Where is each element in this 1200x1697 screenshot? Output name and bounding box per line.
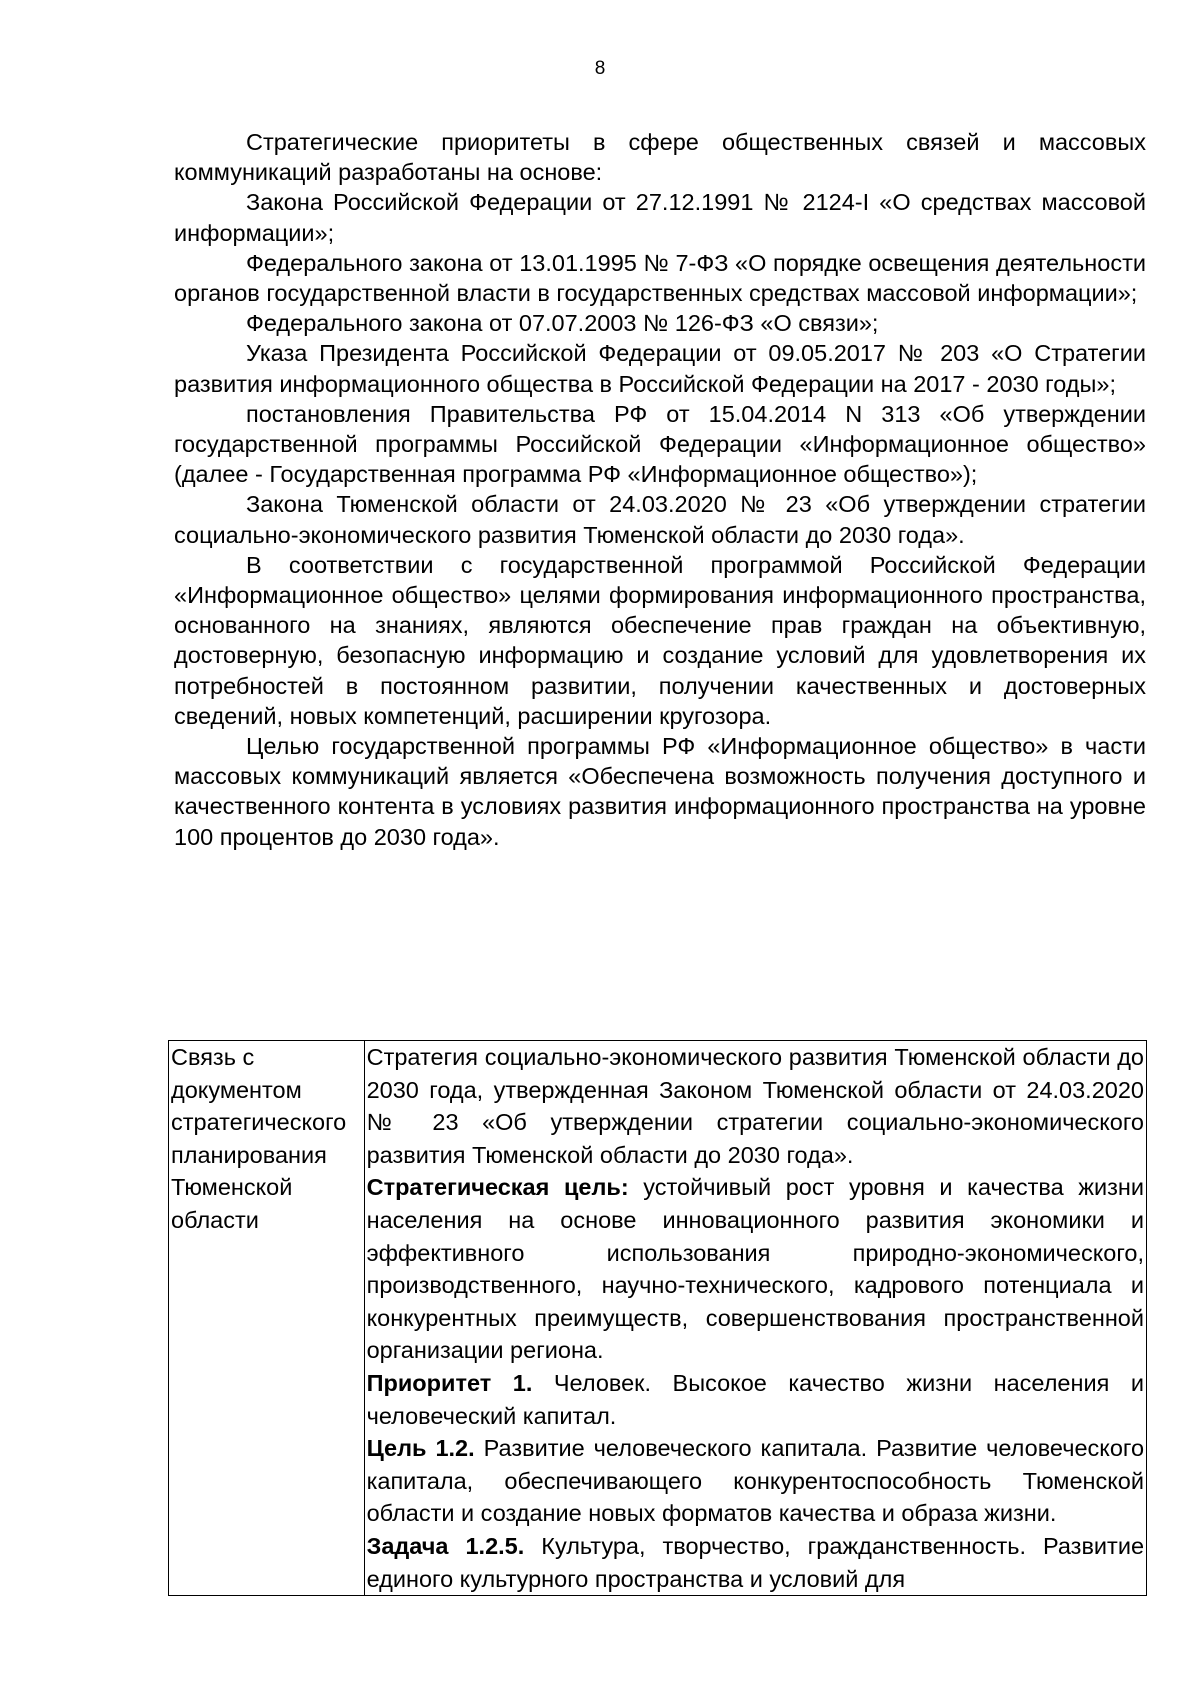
priority-1 (367, 1367, 1144, 1432)
paragraph-decree-203: Указа Президента Российской Федерации от 09.05.2017 № 203 «О Стратегии развития информационного общества в Российской Федерации на 2017 - 2030 годы»; (174, 340, 1146, 397)
task-1-2-5-text: Культура, творчество, гражданственность. Развитие единого культурного пространства и условий для (366, 1532, 1145, 1592)
paragraph-resolution-313: постановления Правительства РФ от 15.04.2014 N 313 «Об утверждении государственной программы Российской Федерации «Информационное общество» (далее - Государственная программа РФ «Информационное общество»); (174, 400, 1146, 488)
table-right-cell (364, 1041, 1146, 1596)
paragraph-law-126-fz: Федерального закона от 07.07.2003 № 126-ФЗ «О связи»; (246, 310, 879, 337)
paragraph-program-aim: Целью государственной программы РФ «Информационное общество» в части массовых коммуникаций является «Обеспечена возможность получения доступного и качественного контента в условиях развития информационного пространства на уровне 100 процентов до 2030 года». (174, 733, 1146, 850)
goal-1-2-text: Развитие человеческого капитала. Развитие человеческого капитала, обеспечивающего конкурентоспособность Тюменской области и создание новых форматов качества и образа жизни. (366, 1435, 1145, 1527)
goal-1-2 (367, 1432, 1144, 1530)
table-left-cell (169, 1041, 365, 1596)
strategic-goal-text: устойчивый рост уровня и качества жизни населения на основе инновационного развития экономики и эффективного использования природно-экономического, производственного, научно-технического, кадрового потенциала и конкурентных преимуществ, совершенствования пространственной организации региона. (366, 1174, 1144, 1364)
paragraph-tyumen-law-23: Закона Тюменской области от 24.03.2020 № 23 «Об утверждении стратегии социально-экономического развития Тюменской области до 2030 года». (174, 491, 1146, 548)
page-number: 8 (594, 58, 606, 79)
strategic-goal (367, 1171, 1144, 1367)
paragraph-law-mass-media: Закона Российской Федерации от 27.12.1991 № 2124-I «О средствах массовой информации»; (174, 189, 1146, 246)
paragraph-program-goals: В соответствии с государственной программой Российской Федерации «Информационное общество» целями формирования информационного пространства, основанного на знаниях, являются обеспечение прав граждан на объективную, достоверную, безопасную информацию и создание условий для удовлетворения их потребностей в постоянном развитии, получении качественных и достоверных сведений, новых компетенций, расширении кругозора. (174, 551, 1146, 729)
priority-1-label: Приоритет 1. (366, 1369, 533, 1396)
paragraph-intro: Стратегические приоритеты в сфере общественных связей и массовых коммуникаций разработаны на основе: (174, 129, 1146, 186)
goal-1-2-label: Цель 1.2. (366, 1435, 475, 1462)
task-1-2-5 (367, 1530, 1144, 1595)
task-1-2-5-label: Задача 1.2.5. (366, 1532, 525, 1559)
left-cell-text: Связь с документом стратегического планирования Тюменской области (171, 1044, 347, 1233)
paragraph-law-7-fz: Федерального закона от 13.01.1995 № 7-ФЗ «О порядке освещения деятельности органов государственной власти в государственных средствах массовой информации»; (174, 249, 1146, 307)
strategic-goal-label: Стратегическая цель: (366, 1174, 629, 1201)
body-text (174, 127, 1146, 852)
strategy-link-table (168, 1040, 1147, 1596)
table-row (169, 1041, 1147, 1596)
strategy-intro: Стратегия социально-экономического развития Тюменской области до 2030 года, утвержденная Законом Тюменской области от 24.03.2020 № 23 «Об утверждении стратегии социально-экономического развития Тюменской области до 2030 года». (366, 1044, 1144, 1168)
priority-1-text: Человек. Высокое качество жизни населения и человеческий капитал. (366, 1369, 1144, 1429)
